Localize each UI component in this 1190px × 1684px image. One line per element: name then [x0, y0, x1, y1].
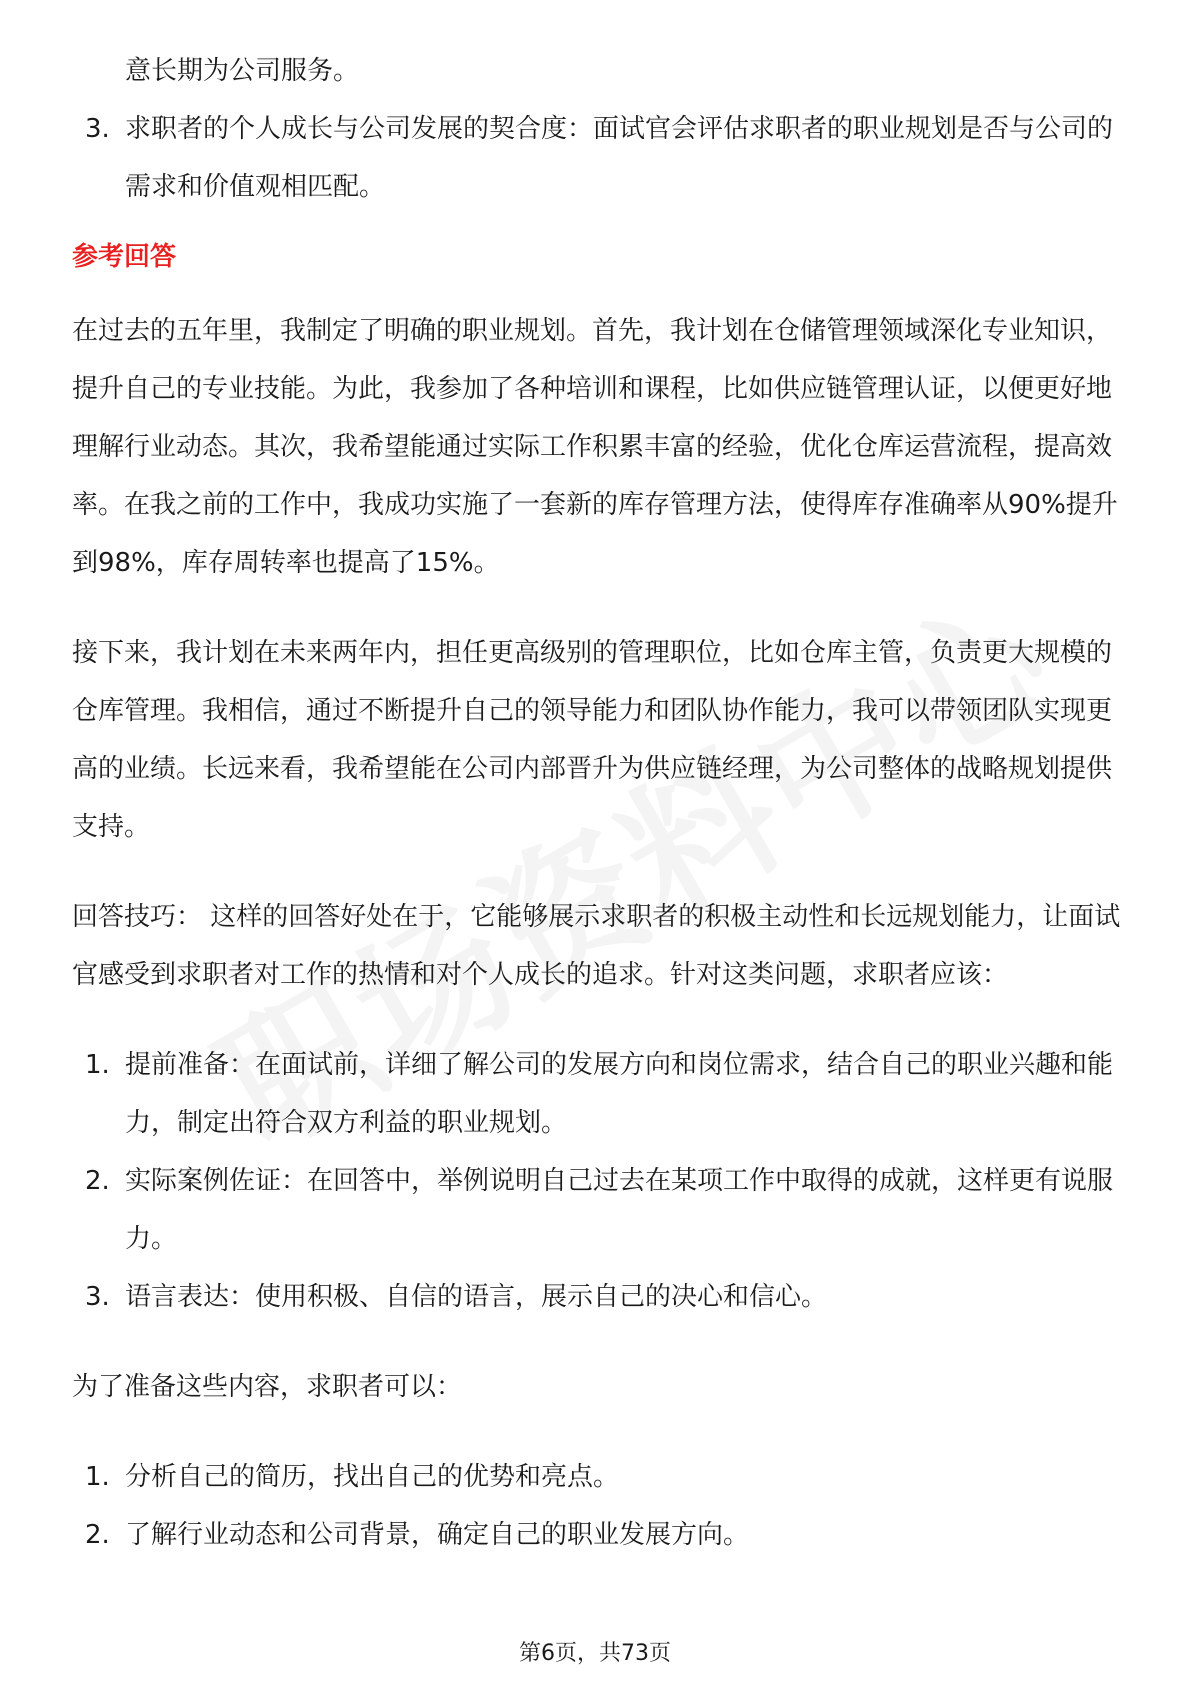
list-item-text: 求职者的个人成长与公司发展的契合度：面试官会评估求职者的职业规划是否与公司的需求和价值观相匹配。 [125, 114, 1114, 202]
criteria-list-item [72, 100, 1122, 216]
list-number: 2. [85, 1166, 110, 1196]
prep-paragraph: 为了准备这些内容，求职者可以： [72, 1372, 463, 1402]
list-item-text: 分析自己的简历，找出自己的优势和亮点。 [125, 1462, 620, 1492]
answer-paragraph: 接下来，我计划在未来两年内，担任更高级别的管理职位，比如仓库主管，负责更大规模的仓库管理。我相信，通过不断提升自己的领导能力和团队协作能力，我可以带领团队实现更高的业绩。长远来看，我希望能在公司内部晋升为供应链经理，为公司整体的战略规划提供支持。 [72, 638, 1113, 842]
section-heading: 参考回答 [72, 242, 177, 272]
list-item-text: 语言表达：使用积极、自信的语言，展示自己的决心和信心。 [125, 1282, 828, 1312]
list-item [72, 1448, 1122, 1506]
page-footer: 第6页，共73页 [519, 1641, 671, 1666]
list-number: 3. [85, 1282, 110, 1312]
list-number: 1. [85, 1462, 110, 1492]
list-item [72, 1036, 1122, 1152]
list-item-text: 提前准备：在面试前，详细了解公司的发展方向和岗位需求，结合自己的职业兴趣和能力，制定出符合双方利益的职业规划。 [125, 1050, 1114, 1138]
list-item [72, 1268, 1122, 1326]
list-item-text: 了解行业动态和公司背景，确定自己的职业发展方向。 [125, 1520, 750, 1550]
list-item [72, 1506, 1122, 1564]
list-number: 2. [85, 1520, 110, 1550]
page-content [72, 42, 1122, 1564]
list-item [72, 1152, 1122, 1268]
list-number: 3. [85, 114, 110, 144]
list-item-text: 实际案例佐证：在回答中，举例说明自己过去在某项工作中取得的成就，这样更有说服力。 [125, 1166, 1114, 1254]
answer-paragraph: 在过去的五年里，我制定了明确的职业规划。首先，我计划在仓储管理领域深化专业知识，提升自己的专业技能。为此，我参加了各种培训和课程，比如供应链管理认证，以便更好地理解行业动态。其次，我希望能通过实际工作积累丰富的经验，优化仓库运营流程，提高效率。在我之前的工作中，我成功实施了一套新的库存管理方法，使得库存准确率从90%提升到98%，库存周转率也提高了15%。 [72, 316, 1118, 578]
prep-list [72, 1448, 1122, 1564]
list-item-continuation: 意长期为公司服务。 [125, 56, 360, 86]
tips-paragraph: 回答技巧： 这样的回答好处在于，它能够展示求职者的积极主动性和长远规划能力，让面试官感受到求职者对工作的热情和对个人成长的追求。针对这类问题，求职者应该： [72, 902, 1121, 990]
list-number: 1. [85, 1050, 110, 1080]
tips-list [72, 1036, 1122, 1326]
